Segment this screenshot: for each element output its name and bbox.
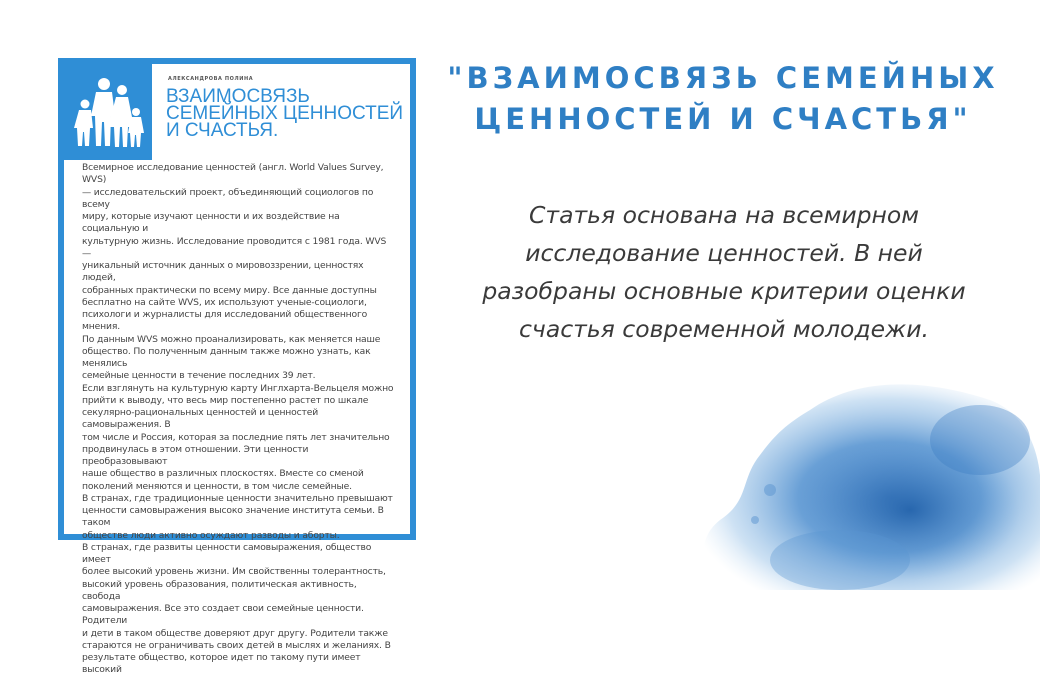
article-title: ВЗАИМОСВЯЗЬ СЕМЕЙНЫХ ЦЕННОСТЕЙ И СЧАСТЬЯ. — [166, 86, 404, 141]
family-silhouette-icon — [72, 72, 144, 152]
article-header — [64, 64, 410, 160]
article-author: АЛЕКСАНДРОВА ПОЛИНА — [168, 76, 254, 82]
family-block — [64, 64, 152, 160]
slide-description: Статья основана на всемирном исследование ценностей. В ней разобраны основные критерии оценки счастья современной молодежи. — [482, 201, 966, 343]
article-card — [58, 58, 416, 676]
watercolor-decoration — [660, 370, 1040, 590]
article-body: Всемирное исследование ценностей (англ. World Values Survey, WVS) — исследовательский проект, объединяющий социологов по всему миру, которые изучают ценности и их воздействие на социальную и культурную жизнь. Исследование проводится с 1981 года. WVS — уникальный источник данных о мировоззрении, ценностях людей, собранных практически по всему миру. Все данные доступны бесплатно на сайте WVS, их используют ученые-социологи, психологи и журналисты для исследований общественного мнения. По данным WVS можно проанализировать, как меняется наше общество. По полученным данным также можно узнать, как менялись семейные ценности в течение последних 39 лет. Если взглянуть на культурную карту Инглхарта-Вельцеля можно прийти к выводу, что весь мир постепенно растет по шкале секулярно-рациональных ценностей и ценностей самовыражения. В том числе и Россия, которая за последние пять лет значительно продвинулась в этом отношении. Эти ценности преобразовывают наше общество в различных плоскостях. Вместе со сменой поколений меняются и ценности, в том числе семейные. В странах, где традиционные ценности значительно превышают ценности самовыражения высоко значение института семьи. В таком обществе люди активно осуждают разводы и аборты. В странах, где развиты ценности самовыражения, общество имеет более высокий уровень жизни. Им свойственны толерантность, высокий уровень образования, политическая активность, свобода самовыражения. Все это создает свои семейные ценности. Родители и дети в таком обществе доверяют друг другу. Родители также стараются не ограничивать своих детей в мыслях и желаниях. В результате общество, которое идет по такому пути имеет высокий — [82, 162, 394, 676]
slide-title: "ВЗАИМОСВЯЗЬ СЕМЕЙНЫХ ЦЕННОСТЕЙ И СЧАСТЬЯ" — [447, 61, 999, 136]
